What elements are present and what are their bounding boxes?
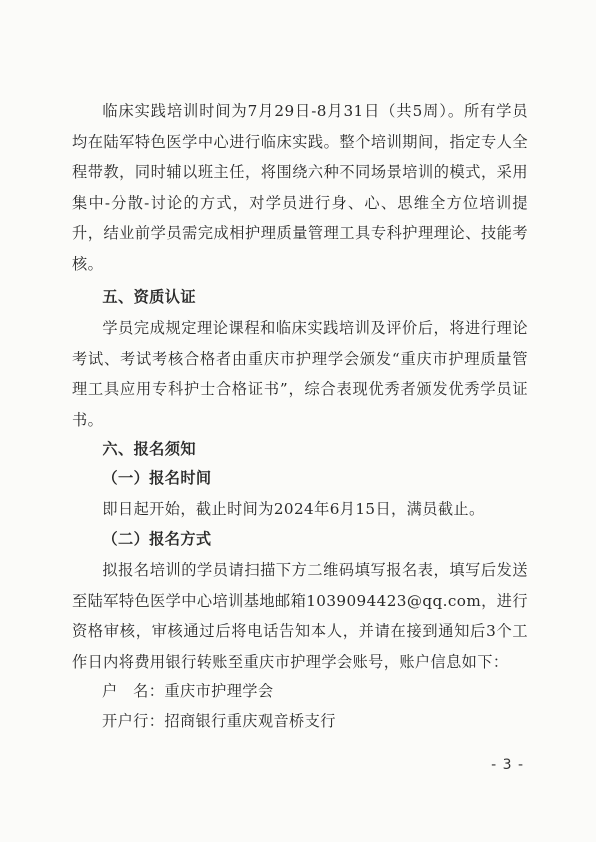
page-number: - 3 - (491, 757, 524, 773)
paragraph-certification: 学员完成规定理论课程和临床实践培训及评价后，将进行理论考试、考试考核合格者由重庆市护理学会颁发“重庆市护理质量管理工具应用专科护士合格证书”，综合表现优秀者颁发优秀学员证书。 (72, 319, 528, 429)
section-heading-5: 五、资质认证 (102, 288, 196, 306)
bank-label: 开户行： (102, 712, 165, 730)
paragraph-clinical-practice: 临床实践培训时间为7月29日-8月31日（共5周）。所有学员均在陆军特色医学中心进行临床实践。整个培训期间，指定专人全程带教，同时辅以班主任，将围绕六种不同场景培训的模式，采用集中-分散-讨论的方式，对学员进行身、心、思维全方位培训提升，结业前学员需完成相护理质量管理工具专科护理理论、技能考核。 (72, 102, 528, 273)
bank-value: 招商银行重庆观音桥支行 (164, 712, 336, 730)
paragraph-registration-time: 即日起开始，截止时间为2024年6月15日，满员截止。 (102, 500, 485, 518)
section-heading-6: 六、报名须知 (102, 440, 196, 458)
account-name-row (102, 676, 558, 706)
account-name-label: 户 名： (102, 682, 165, 700)
subheading-registration-method: （二）报名方式 (102, 530, 212, 548)
bank-row (102, 706, 558, 736)
paragraph-registration-method: 拟报名培训的学员请扫描下方二维码填写报名表，填写后发送至陆军特色医学中心培训基地邮箱1039094423@qq.com，进行资格审核，审核通过后将电话告知本人，并请在接到通知后3个工作日内将费用银行转账至重庆市护理学会账号，账户信息如下： (72, 561, 528, 671)
subheading-registration-time: （一）报名时间 (102, 469, 212, 487)
account-name-value: 重庆市护理学会 (164, 682, 274, 700)
